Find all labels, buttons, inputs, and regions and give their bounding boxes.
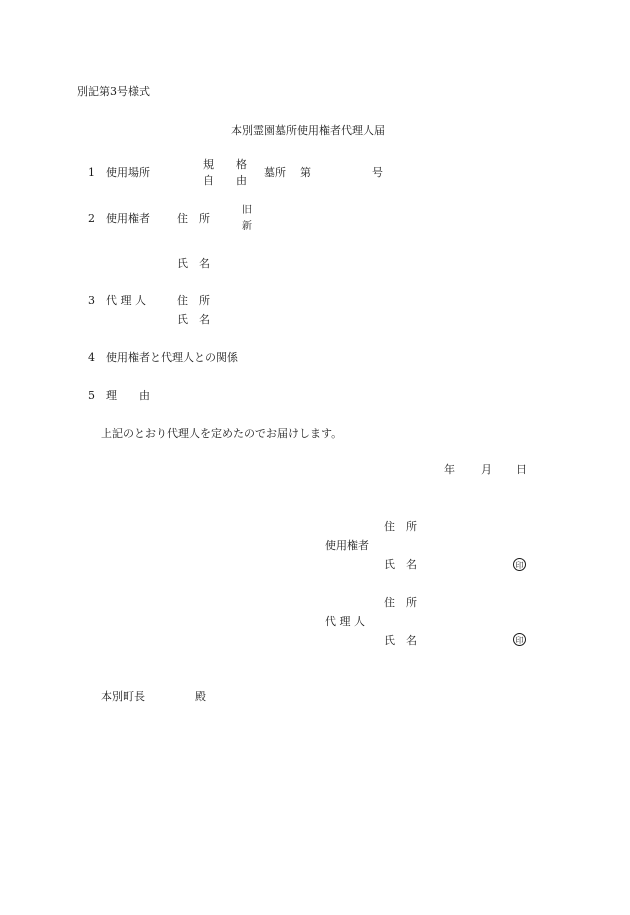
item-1-number: 1	[88, 166, 95, 179]
item-3-number: 3	[88, 294, 95, 307]
bosho-label: 墓所	[264, 166, 286, 179]
new-address-label: 新	[242, 221, 252, 232]
item-2-number: 2	[88, 212, 95, 225]
item-3-name-label: 氏 名	[177, 313, 210, 326]
signer-1-address-label: 住 所	[384, 520, 417, 533]
item-3-label: 代 理 人	[106, 294, 146, 307]
signer-2-name-label: 氏 名	[384, 634, 417, 647]
choice-kibo-bottom: 自	[203, 174, 214, 187]
item-3-address-label: 住 所	[177, 294, 210, 307]
item-4-number: 4	[88, 351, 95, 364]
item-5-number: 5	[88, 389, 95, 402]
addressee-name: 本別町長	[101, 690, 145, 703]
item-4-label: 使用権者と代理人との関係	[106, 351, 238, 364]
old-address-label: 旧	[242, 205, 252, 216]
page-title: 本別霊園墓所使用権者代理人届	[231, 124, 385, 137]
choice-jiyu-bottom: 由	[236, 174, 247, 187]
signer-2-role: 代 理 人	[325, 615, 365, 628]
dai-label: 第	[300, 166, 311, 179]
signer-2-address-label: 住 所	[384, 596, 417, 609]
choice-kibo-top: 規	[203, 158, 214, 171]
date-year: 年	[444, 463, 455, 476]
seal-icon: 印	[513, 633, 526, 646]
date-month: 月	[481, 463, 492, 476]
seal-icon: 印	[513, 558, 526, 571]
form-code: 別記第3号様式	[77, 85, 150, 98]
addressee-honorific: 殿	[195, 690, 206, 703]
choice-jiyu-top: 格	[236, 158, 247, 171]
signer-1-name-label: 氏 名	[384, 558, 417, 571]
signer-1-role: 使用権者	[325, 539, 369, 552]
item-2-name-label: 氏 名	[177, 257, 210, 270]
item-2-address-label: 住 所	[177, 212, 210, 225]
item-1-label: 使用場所	[106, 166, 150, 179]
go-label: 号	[372, 166, 383, 179]
item-5-label: 理 由	[106, 389, 150, 402]
statement-text: 上記のとおり代理人を定めたのでお届けします。	[101, 427, 343, 440]
date-day: 日	[516, 463, 527, 476]
item-2-label: 使用権者	[106, 212, 150, 225]
